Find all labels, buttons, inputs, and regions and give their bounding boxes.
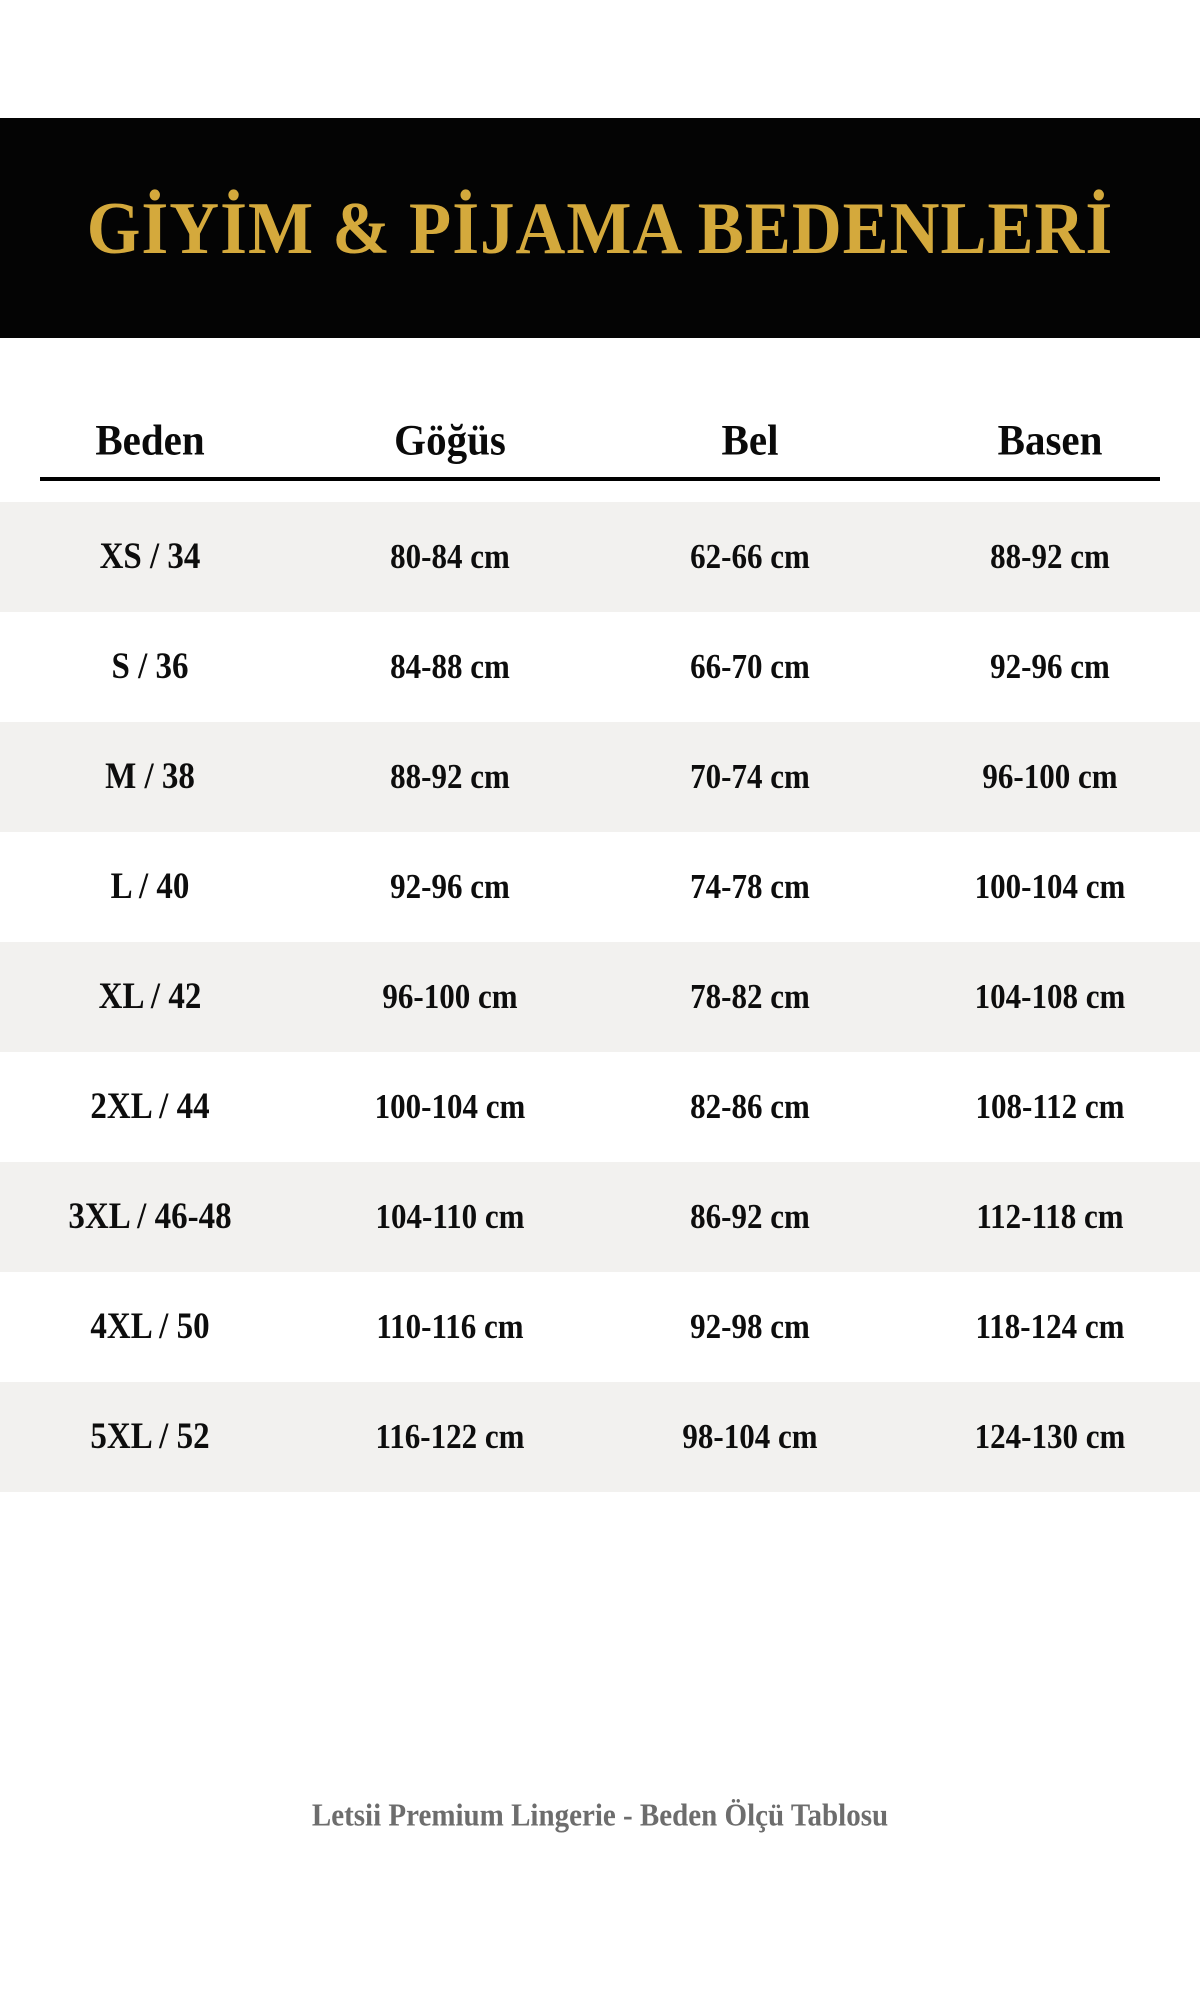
table-row xyxy=(0,612,1200,722)
table-row xyxy=(0,1052,1200,1162)
hips-value: 108-112 cm xyxy=(975,1086,1125,1127)
waist-value: 74-78 cm xyxy=(690,866,810,907)
waist-value: 78-82 cm xyxy=(690,976,810,1017)
footer-caption: Letsii Premium Lingerie - Beden Ölçü Tablosu xyxy=(311,1798,889,1834)
hips-value: 124-130 cm xyxy=(974,1416,1126,1457)
size-label: XS / 34 xyxy=(99,536,201,577)
hips-value: 88-92 cm xyxy=(990,536,1110,577)
table-row xyxy=(0,1162,1200,1272)
hips-value: 118-124 cm xyxy=(975,1306,1125,1347)
size-label: L / 40 xyxy=(110,866,190,907)
chest-value: 92-96 cm xyxy=(390,866,510,907)
waist-value: 62-66 cm xyxy=(690,536,810,577)
hips-value: 100-104 cm xyxy=(974,866,1126,907)
column-header-chest: Göğüs xyxy=(394,415,506,465)
table-row xyxy=(0,722,1200,832)
page-title: GİYİM & PİJAMA BEDENLERİ xyxy=(86,186,1114,269)
column-header-size: Beden xyxy=(95,415,205,465)
table-row xyxy=(0,942,1200,1052)
table-row xyxy=(0,502,1200,612)
waist-value: 86-92 cm xyxy=(690,1196,810,1237)
size-label: 2XL / 44 xyxy=(90,1086,210,1127)
size-label: XL / 42 xyxy=(98,976,202,1017)
hips-value: 112-118 cm xyxy=(976,1196,1124,1237)
size-label: 4XL / 50 xyxy=(90,1306,210,1347)
title-banner xyxy=(0,118,1200,338)
chest-value: 110-116 cm xyxy=(376,1306,524,1347)
header-divider-line xyxy=(40,477,1160,481)
column-header-hips: Basen xyxy=(997,415,1103,465)
hips-value: 104-108 cm xyxy=(974,976,1126,1017)
table-row xyxy=(0,832,1200,942)
chest-value: 100-104 cm xyxy=(374,1086,526,1127)
size-table-body xyxy=(0,502,1200,1492)
size-label: 3XL / 46-48 xyxy=(68,1196,232,1237)
chest-value: 84-88 cm xyxy=(390,646,510,687)
waist-value: 66-70 cm xyxy=(690,646,810,687)
table-row xyxy=(0,1382,1200,1492)
chest-value: 88-92 cm xyxy=(390,756,510,797)
hips-value: 92-96 cm xyxy=(990,646,1110,687)
hips-value: 96-100 cm xyxy=(982,756,1118,797)
table-header-row xyxy=(0,414,1200,466)
column-header-waist: Bel xyxy=(721,415,779,465)
table-row xyxy=(0,1272,1200,1382)
size-label: S / 36 xyxy=(111,646,189,687)
size-label: M / 38 xyxy=(105,756,195,797)
chest-value: 80-84 cm xyxy=(390,536,510,577)
waist-value: 98-104 cm xyxy=(682,1416,818,1457)
chest-value: 96-100 cm xyxy=(382,976,518,1017)
chest-value: 104-110 cm xyxy=(375,1196,525,1237)
waist-value: 82-86 cm xyxy=(690,1086,810,1127)
chest-value: 116-122 cm xyxy=(375,1416,525,1457)
waist-value: 92-98 cm xyxy=(690,1306,810,1347)
waist-value: 70-74 cm xyxy=(690,756,810,797)
size-label: 5XL / 52 xyxy=(90,1416,210,1457)
